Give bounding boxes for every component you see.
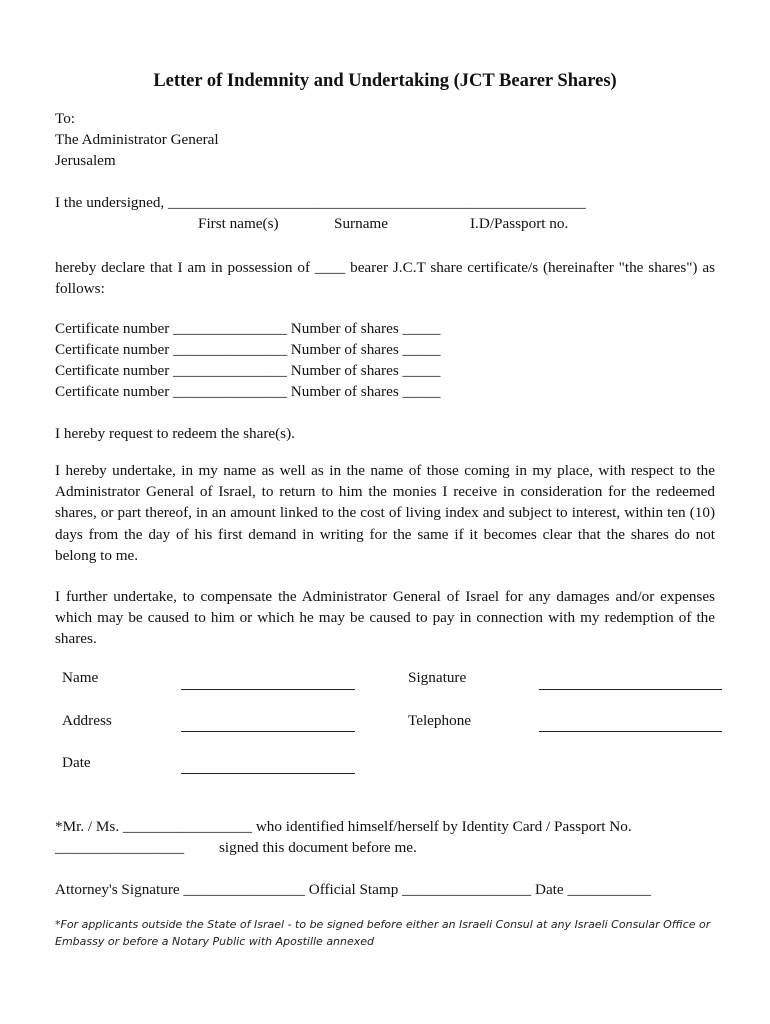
attorney-signature-line: Attorney's Signature ________________ Official Stamp _________________ Date ___________ [55,881,651,898]
document-title: Letter of Indemnity and Undertaking (JCT Bearer Shares) [153,71,617,91]
certificate-row: Certificate number _______________ Number of shares _____ [55,362,441,379]
identification-signed-text: signed this document before me. [219,839,417,856]
further-undertaking-paragraph: I further undertake, to compensate the Administrator General of Israel for any damages and/or expenses which may be caused to him or which he may be caused to pay in connection with my redemption of the shares. [55,588,715,648]
address-field-line[interactable] [181,731,355,732]
name-label: Name [62,669,99,686]
signature-label: Signature [408,669,467,686]
identification-line: *Mr. / Ms. _________________ who identified himself/herself by Identity Card / Passport No. [55,818,632,835]
redeem-request: I hereby request to redeem the share(s). [55,425,295,442]
addressee-to: To: [55,110,76,127]
date-label: Date [62,754,91,771]
address-label: Address [62,712,112,729]
certificate-row: Certificate number _______________ Number of shares _____ [55,320,441,337]
date-field-line[interactable] [181,773,355,774]
label-id-passport: I.D/Passport no. [470,215,569,232]
undertaking-paragraph: I hereby undertake, in my name as well as in the name of those coming in my place, with respect to the Administrator General of Israel, to return to him the monies I receive in consideration for the redeemed shares, or part thereof, in an amount linked to the cost of living index and subject to interest, within ten (10) days from the day of his first demand in writing for the same if it becomes clear that the shares do not belong to me. [55,462,715,564]
identification-blank: _________________ [55,839,185,856]
certificate-row: Certificate number _______________ Number of shares _____ [55,383,441,400]
telephone-label: Telephone [408,712,472,729]
label-surname: Surname [334,215,388,232]
name-field-line[interactable] [181,689,355,690]
certificate-row: Certificate number _______________ Number of shares _____ [55,341,441,358]
footnote: *For applicants outside the State of Israel - to be signed before either an Israeli Consul at any Israeli Consular Office or Embassy or before a Notary Public with Apostille annexed [55,918,711,948]
addressee-line1: The Administrator General [55,131,219,148]
label-first-names: First name(s) [198,215,279,232]
declaration-paragraph: hereby declare that I am in possession of ____ bearer J.C.T share certificate/s (hereinafter "the shares") as follows: [55,259,715,298]
signature-field-line[interactable] [539,689,722,690]
telephone-field-line[interactable] [539,731,722,732]
undersigned-line: I the undersigned, _______________________________________________________ [55,194,586,211]
addressee-line2: Jerusalem [55,152,116,169]
